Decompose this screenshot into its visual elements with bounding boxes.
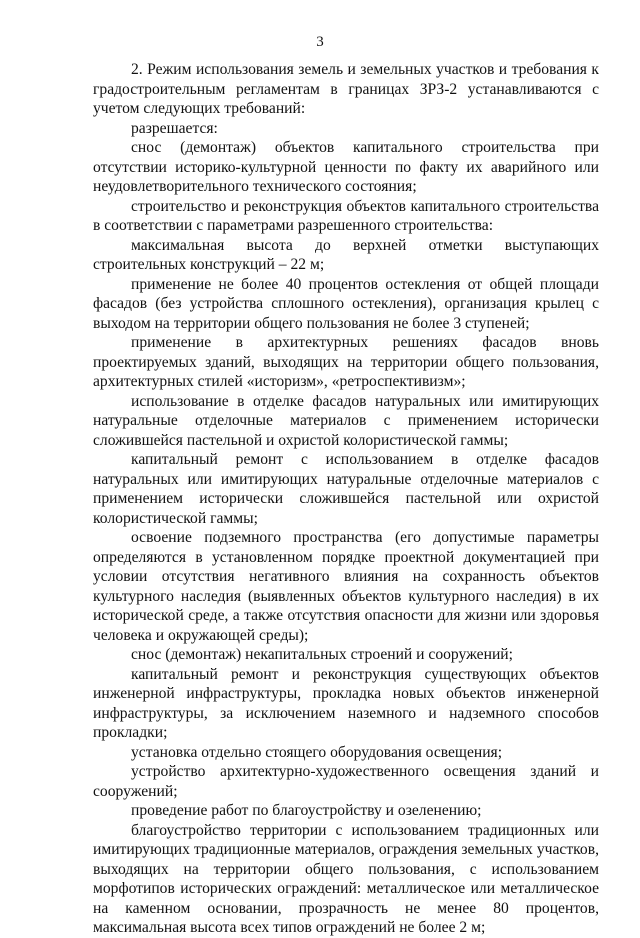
paragraph-max-height: максимальная высота до верхней отметки выступающих строительных конструкций – 22 м; — [93, 236, 599, 273]
paragraph-engineering-infrastructure: капитальный ремонт и реконструкция существующих объектов инженерной инфраструктуры, прокладка новых объектов инженерной инфраструктуры, за исключением наземного и надземного способов прокладки; — [93, 665, 599, 741]
paragraph-construction: строительство и реконструкция объектов капитального строительства в соответствии с параметрами разрешенного строительства: — [93, 197, 599, 234]
paragraph-glazing: применение не более 40 процентов остекления от общей площади фасадов (без устройства сплошного остекления), организация крылец с выходом на территории общего пользования не более 3 ступеней; — [93, 275, 599, 332]
page-number: 3 — [316, 34, 324, 50]
body-text — [93, 60, 599, 938]
paragraph-intro: 2. Режим использования земель и земельных участков и требования к градостроительным регламентам в границах ЗРЗ-2 устанавливаются с учетом следующих требований: — [93, 61, 599, 117]
paragraph-architectural-lighting: устройство архитектурно-художественного освещения зданий и сооружений; — [93, 763, 599, 800]
paragraph-lighting-equipment: установка отдельно стоящего оборудования освещения; — [131, 743, 503, 761]
paragraph-fencing: благоустройство территории с использованием традиционных или имитирующих традиционные материалов, ограждения земельных участков, выходящих на территории общего пользования, с использованием морфотипов исторических ограждений: металлическое или металлическое на каменном основании, прозрачность не менее 80 процентов, максимальная высота всех типов ограждений не более 2 м; — [93, 821, 599, 936]
paragraph-underground-space: освоение подземного пространства (его допустимые параметры определяются в установленном порядке проектной документацией при условии отсутствия негативного влияния на сохранность объектов культурного наследия (выявленных объектов культурного наследия) в их исторической среде, а также отсутствия опасности для жизни или здоровья человека и окружающей среды); — [93, 529, 599, 644]
paragraph-facade-materials: использование в отделке фасадов натуральных или имитирующих натуральные отделочные материалов с применением исторически сложившейся пастельной и охристой колористической гаммы; — [93, 392, 599, 449]
paragraph-demolition-capital: снос (демонтаж) объектов капитального строительства при отсутствии историко-культурной ценности по факту их аварийного или неудовлетворительного технического состояния; — [93, 139, 599, 195]
paragraph-capital-repair: капитальный ремонт с использованием в отделке фасадов натуральных или имитирующих натуральные отделочные материалов с применением исторически сложившейся пастельной или охристой колористической гаммы; — [93, 451, 599, 527]
paragraph-demolition-noncapital: снос (демонтаж) некапитальных строений и сооружений; — [131, 646, 513, 663]
paragraph-landscaping: проведение работ по благоустройству и озеленению; — [131, 802, 482, 819]
paragraph-permitted-heading: разрешается: — [131, 119, 218, 137]
paragraph-architectural-styles: применение в архитектурных решениях фасадов вновь проектируемых зданий, выходящих на территории общего пользования, архитектурных стилей «историзм», «ретроспективизм»; — [93, 334, 599, 390]
